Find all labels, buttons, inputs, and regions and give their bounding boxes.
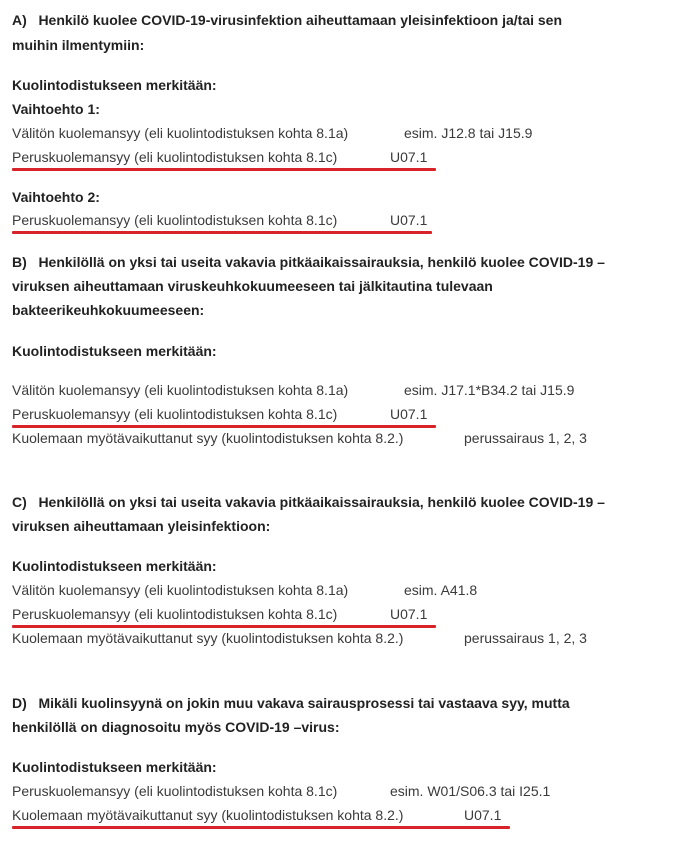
row-code: esim. J12.8 tai J15.9 (404, 125, 533, 141)
section-c-heading-line2: viruksen aiheuttamaan yleisinfektioon: (12, 518, 271, 534)
section-b-heading-line1: B) Henkilöllä on yksi tai useita vakavia pitkäaikaissairauksia, henkilö kuolee COVID-19 – (12, 254, 605, 270)
section-b-row (12, 429, 672, 447)
section-d-subheading: Kuolintodistukseen merkitään: (12, 759, 217, 775)
row-text: Peruskuolemansyy (eli kuolintodistuksen kohta 8.1c) (12, 783, 338, 799)
red-underline (12, 231, 432, 234)
row-code: esim. A41.8 (404, 582, 478, 598)
section-a-option2-label: Vaihtoehto 2: (12, 189, 100, 205)
row-code: perussairaus 1, 2, 3 (464, 630, 587, 646)
row-code: perussairaus 1, 2, 3 (464, 430, 587, 446)
section-b-row-highlighted (12, 405, 672, 423)
row-text: Peruskuolemansyy (eli kuolintodistuksen kohta 8.1c) (12, 406, 338, 422)
section-d-row (12, 782, 672, 800)
row-text: Peruskuolemansyy (eli kuolintodistuksen kohta 8.1c) (12, 149, 338, 165)
row-code: U07.1 (390, 149, 428, 165)
section-b-heading-line2: viruksen aiheuttamaan viruskeuhkokuumeeseen tai jälkitautina tulevaan (12, 278, 493, 294)
section-d-heading-line1: D) Mikäli kuolinsyynä on jokin muu vakava sairausprosessi tai vastaava syy, mutta (12, 695, 570, 711)
section-a-subheading: Kuolintodistukseen merkitään: (12, 77, 217, 93)
row-code: esim. J17.1*B34.2 tai J15.9 (404, 382, 575, 398)
section-c-row (12, 581, 672, 599)
section-b-subheading: Kuolintodistukseen merkitään: (12, 343, 217, 359)
row-text: Peruskuolemansyy (eli kuolintodistuksen kohta 8.1c) (12, 212, 338, 228)
row-code: U07.1 (390, 406, 428, 422)
row-text: Kuolemaan myötävaikuttanut syy (kuolintodistuksen kohta 8.2.) (12, 430, 404, 446)
section-a-row (12, 124, 672, 142)
row-text: Kuolemaan myötävaikuttanut syy (kuolintodistuksen kohta 8.2.) (12, 807, 404, 823)
row-code: U07.1 (464, 807, 502, 823)
section-c-subheading: Kuolintodistukseen merkitään: (12, 558, 217, 574)
section-a-option2-row-highlighted (12, 211, 672, 229)
row-text: Välitön kuolemansyy (eli kuolintodistuksen kohta 8.1a) (12, 382, 349, 398)
section-a-heading-line2: muihin ilmentymiin: (12, 37, 145, 53)
red-underline (12, 625, 436, 628)
row-code: esim. W01/S06.3 tai I25.1 (390, 783, 551, 799)
red-underline (12, 168, 436, 171)
section-c-heading-line1: C) Henkilöllä on yksi tai useita vakavia pitkäaikaissairauksia, henkilö kuolee COVID-19 – (12, 494, 605, 510)
red-underline (12, 826, 510, 829)
section-b-heading-line3: bakteerikeuhkokuumeeseen: (12, 302, 205, 318)
section-a-row-highlighted (12, 148, 672, 166)
section-b-row (12, 381, 672, 399)
section-a-heading-line1: A) Henkilö kuolee COVID-19-virusinfektion aiheuttamaan yleisinfektioon ja/tai sen (12, 12, 563, 28)
row-text: Välitön kuolemansyy (eli kuolintodistuksen kohta 8.1a) (12, 582, 349, 598)
row-code: U07.1 (390, 212, 428, 228)
row-text: Kuolemaan myötävaikuttanut syy (kuolintodistuksen kohta 8.2.) (12, 630, 404, 646)
row-code: U07.1 (390, 606, 428, 622)
red-underline (12, 425, 436, 428)
row-text: Peruskuolemansyy (eli kuolintodistuksen kohta 8.1c) (12, 606, 338, 622)
section-a-option1-label: Vaihtoehto 1: (12, 101, 100, 117)
section-c-row-highlighted (12, 605, 672, 623)
section-d-row-highlighted (12, 806, 672, 824)
row-text: Välitön kuolemansyy (eli kuolintodistuksen kohta 8.1a) (12, 125, 349, 141)
section-d-heading-line2: henkilöllä on diagnosoitu myös COVID-19 –virus: (12, 719, 340, 735)
section-c-row (12, 629, 672, 647)
